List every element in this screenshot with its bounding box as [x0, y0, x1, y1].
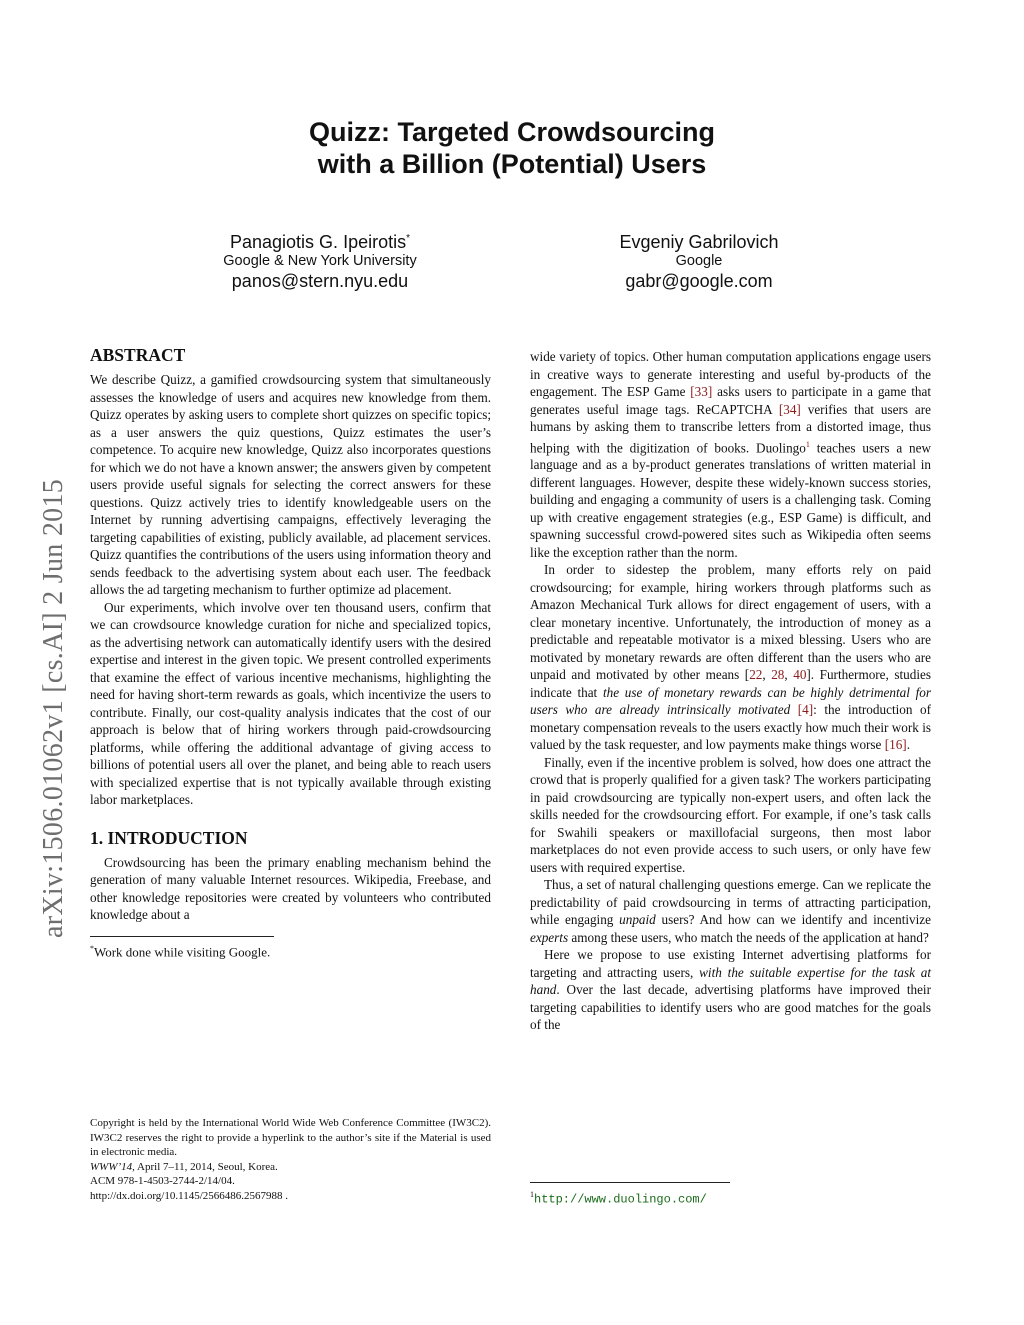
arxiv-stamp: arXiv:1506.01062v1 [cs.AI] 2 Jun 2015	[38, 478, 69, 938]
author-affiliation: Google	[675, 253, 723, 269]
footnote	[90, 940, 491, 960]
right-footnote	[530, 1182, 931, 1208]
footnote-rule	[90, 936, 274, 937]
citation-link[interactable]: [34]	[778, 401, 801, 417]
venue-details: April 7–11, 2014, Seoul, Korea.	[134, 1160, 278, 1173]
author-affiliation: Google & New York University	[223, 253, 417, 269]
acm-isbn: ACM 978-1-4503-2744-2/14/04.	[90, 1175, 235, 1187]
abstract-heading: ABSTRACT	[90, 345, 186, 365]
citation-link[interactable]: [16]	[884, 737, 907, 753]
copyright-notice: Copyright is held by the International World Wide Web Conference Committee (IW3C2). IW3C2 reserves the right to provide a hyperlink to the author’s site if the Material is used in electronic media.	[90, 1117, 491, 1158]
author-name: Evgeniy Gabrilovich	[619, 232, 779, 252]
abstract-paragraph: Our experiments, which involve over ten thousand users, confirm that we can crowdsource knowledge curation for niche and specialized topics, as the advertising network can automatically identify users with the desired expertise and interest in the given topic. We present controlled experiments that examine the effect of various incentive mechanisms, highlighting the need for having short-term rewards as goals, which incentivize the users to contribute. Finally, our cost-quality analysis indicates that the cost of our approach is below that of hiring workers through paid-crowdsourcing platforms, while offering the additional advantage of giving access to billions of potential users all over the planet, and being able to reach users with specialized expertise that is not typically available through existing labor marketplaces.	[90, 599, 491, 807]
left-column	[90, 344, 491, 960]
footnote-text: Work done while visiting Google.	[94, 943, 271, 959]
body-paragraph: Thus, a set of natural challenging questions emerge. Can we replicate the predictability of paid crowdsourcing in terms of attracting participation, while engaging unpaid users? And how can we identify and incentivize experts among these users, who match the needs of the application at hand?	[530, 877, 931, 945]
footnote-ref-link[interactable]: 1	[805, 439, 810, 449]
citation-link[interactable]: [33]	[690, 384, 713, 399]
doi-link[interactable]: http://dx.doi.org/10.1145/2566486.2567988 .	[90, 1189, 289, 1202]
body-paragraph: In order to sidestep the problem, many efforts rely on paid crowdsourcing; for example, hiring workers through platforms such as Amazon Mechanical Turk allows for direct engagement of users, with a clear monetary incentive. Unfortunately, the introduction of money as a predictable and repeatable motivator is a mixed blessing. Users who are motivated by monetary rewards are often different than the users who are unpaid and motivated by other means [22, 28, 40]. Furthermore, studies indicate that the use of monetary rewards can be highly detrimental for users who are already intrinsically motivated [4]: the introduction of monetary compensation reveals to the users exactly how much their work is valued by the task requester, and low payments make things worse [16].	[530, 562, 931, 753]
introduction-heading: 1. INTRODUCTION	[90, 827, 248, 848]
title-line-1: Quizz: Targeted Crowdsourcing	[308, 117, 715, 147]
author-footnote-mark: *	[406, 233, 410, 244]
citation-link[interactable]: 40	[793, 667, 807, 683]
author-email: gabr@google.com	[625, 271, 773, 291]
body-paragraph: Finally, even if the incentive problem is solved, how does one attract the crowd that is properly qualified for a given task? The workers participating in paid crowdsourcing are typically non-expert users, and often lack the skills needed for the crowdsourcing effort. For example, if one’s task calls for Swahili speakers or maxillofacial surgeons, then most labor marketplaces do not even provide access to such users, or only have few users with required expertise.	[530, 754, 931, 875]
footnote-mark: *	[90, 943, 94, 953]
author-block-2	[549, 228, 849, 292]
author-email: panos@stern.nyu.edu	[231, 271, 409, 291]
body-paragraph: Here we propose to use existing Internet advertising platforms for targeting and attracting users, with the suitable expertise for the task at hand. Over the last decade, advertising platforms have improved their targeting capabilities to identify users who are good matches for the goals of the	[530, 947, 931, 1033]
footnote-rule	[530, 1182, 730, 1183]
citation-link[interactable]: 28	[771, 667, 785, 683]
abstract-paragraph: We describe Quizz, a gamified crowdsourcing system that simultaneously assesses the knowledge of users and acquires new knowledge from them. Quizz operates by asking users to complete short quizzes on specific topics; as a user answers the quiz questions, Quizz estimates the user’s competence. To acquire new knowledge, Quizz also incorporates questions for which we do not have a known answer; the answers given by competent users provide useful signals for selecting the correct answers for these questions. Quizz actively tries to identify knowledgeable users on the Internet by running advertising campaigns, effectively leveraging the targeting capabilities of existing, publicly available, ad placement services. Quizz quantifies the contributions of the users using information theory and sends feedback to the advertising system about each user. The feedback allows the ad targeting mechanism to further optimize ad placement.	[90, 372, 491, 597]
title-line-2: with a Billion (Potential) Users	[317, 149, 707, 179]
footnote-mark: 1	[530, 1190, 534, 1199]
citation-link[interactable]: 22	[749, 667, 763, 683]
author-name: Panagiotis G. Ipeirotis	[230, 232, 407, 252]
paper-title	[140, 116, 884, 180]
citation-link[interactable]: [4]	[797, 702, 814, 718]
right-column	[530, 348, 931, 1034]
footnote-url-link[interactable]: http://www.duolingo.com/	[534, 1192, 707, 1207]
body-paragraph: wide variety of topics. Other human computation applications engage users in creative ways to generate interesting and useful by-products of the engagement. The ESP Game [33] asks users to participate in a game that generates useful image tags. ReCAPTCHA [34] verifies that users are humans by asking them to transcribe letters from a distorted image, thus helping with the digitization of books. Duolingo$^1$ teaches users a new language and as a by-product generates translations of written material in different languages. However, despite these widely-known success stories, building and engaging a community of users is a challenging task. Coming up with creative engagement strategies (e.g., ESP Game) is difficult, and spawning successful crowd-powered sites such as Wikipedia often seems like the exception rather than the norm.	[530, 349, 931, 560]
copyright-block	[90, 1116, 491, 1203]
author-block-1	[170, 228, 470, 292]
intro-paragraph: Crowdsourcing has been the primary enabling mechanism behind the generation of many valuable Internet resources. Wikipedia, Freebase, and other knowledge repositories were created by volunteers who contributed knowledge about a	[90, 854, 491, 922]
venue-name: WWW’14,	[90, 1160, 135, 1173]
